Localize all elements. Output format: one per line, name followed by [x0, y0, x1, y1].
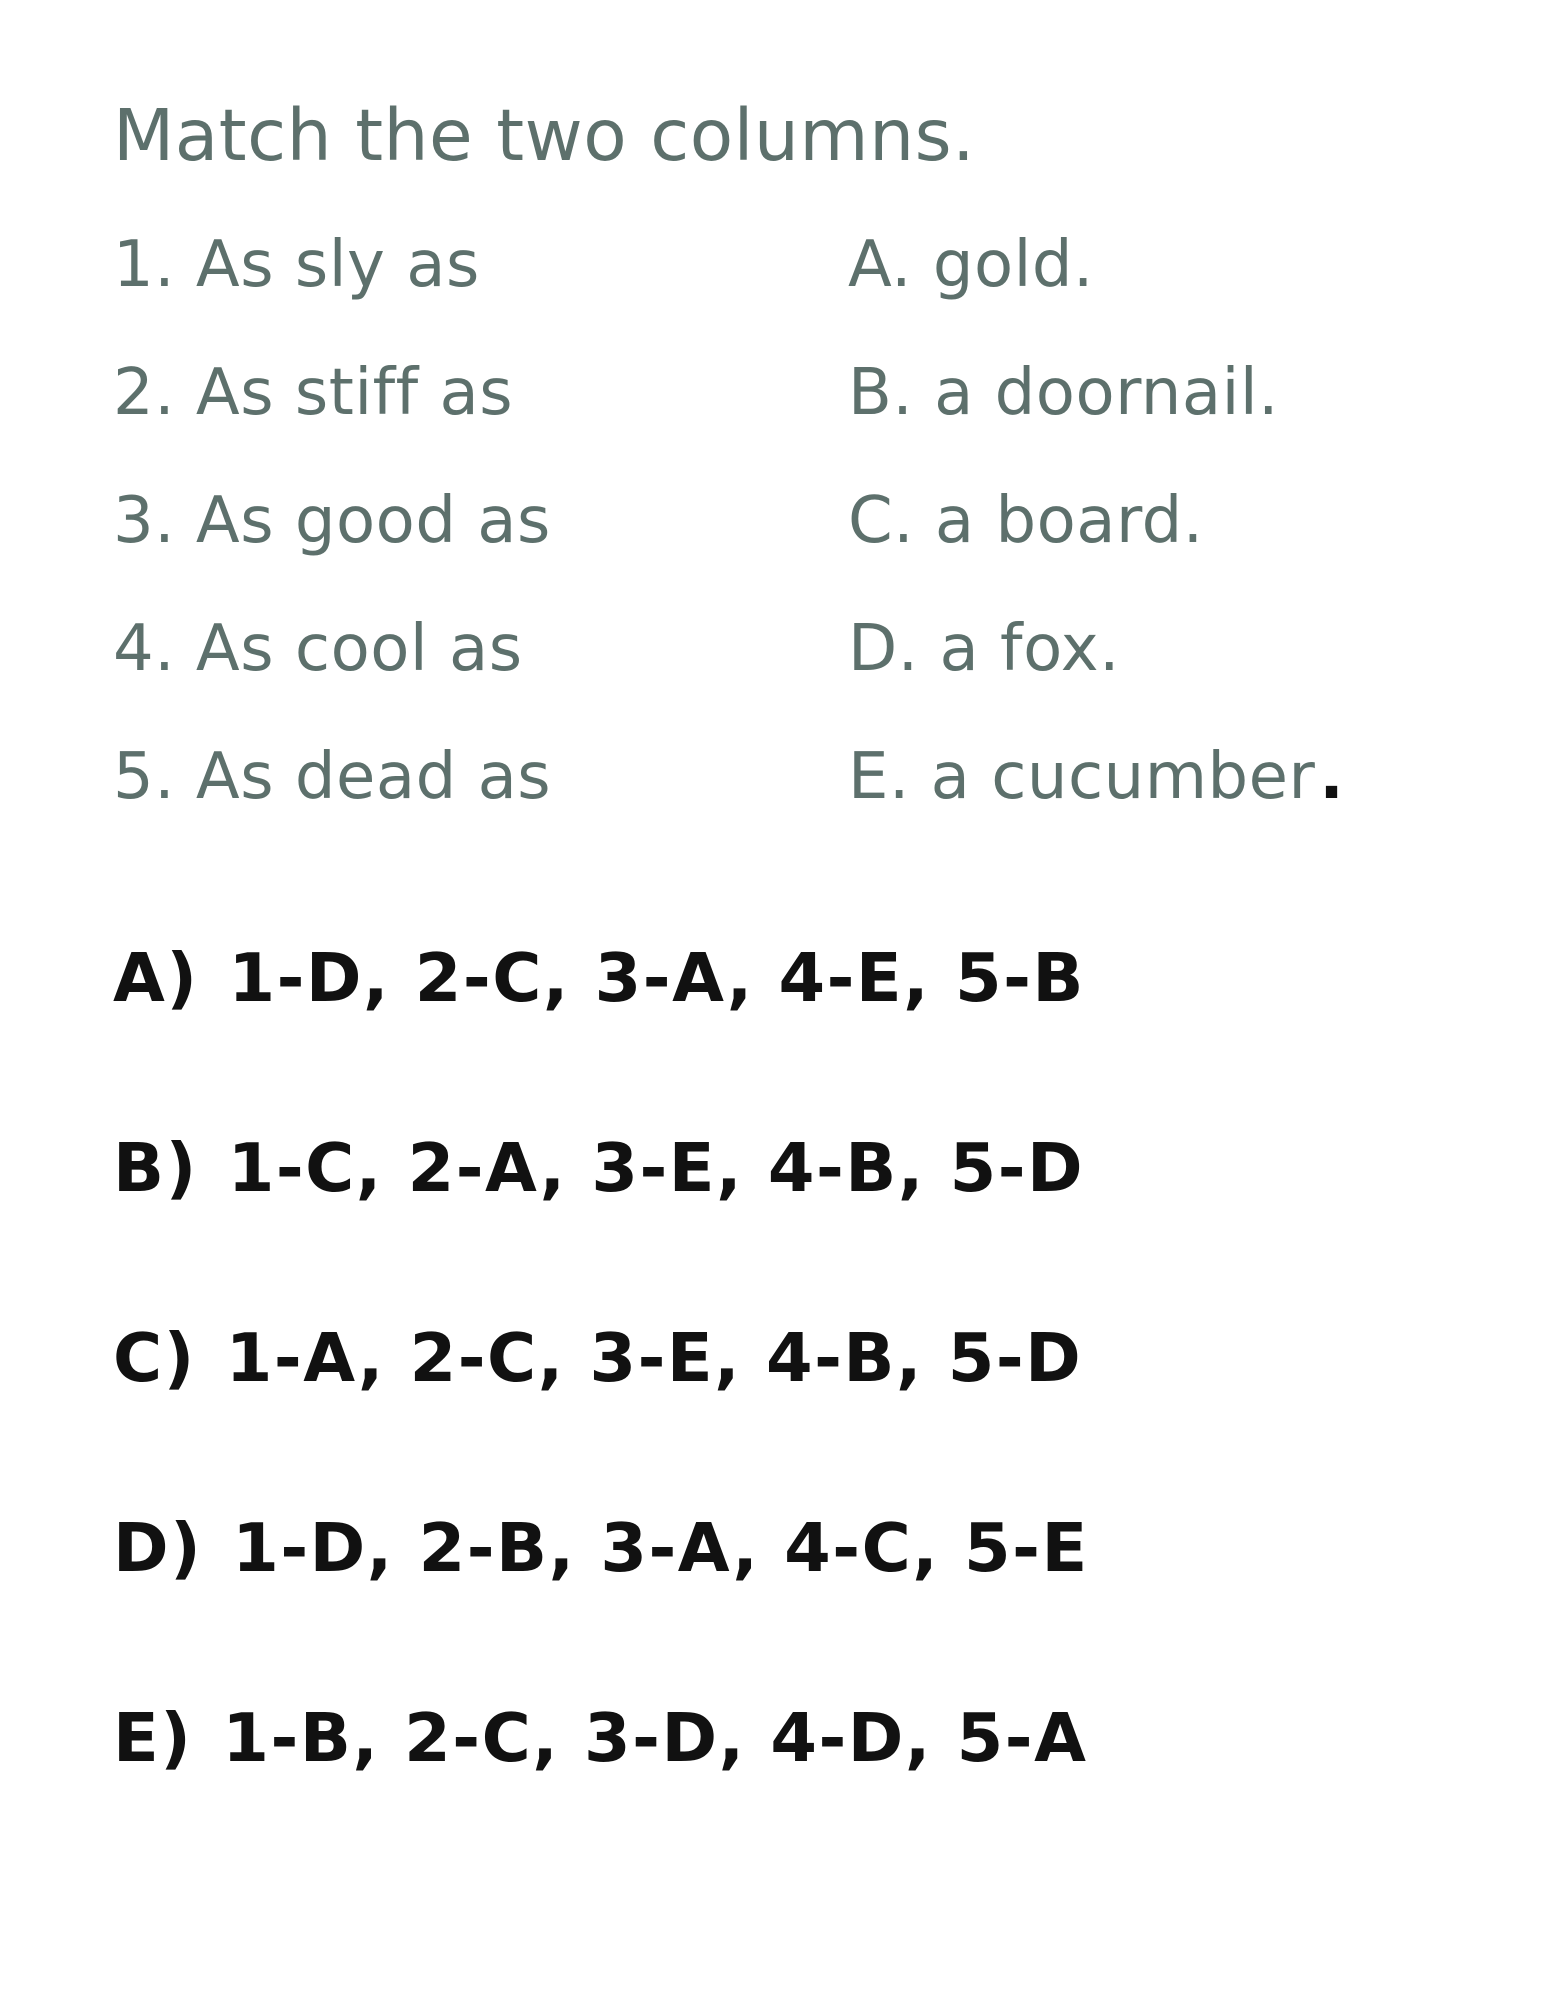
- answer-option-e-label: E): [113, 1699, 193, 1777]
- match-row-1: [113, 201, 1493, 329]
- match-left-item-3: 3. As good as: [113, 484, 551, 558]
- match-row-4: [113, 585, 1493, 713]
- match-right-item-a: A. gold.: [848, 228, 1094, 302]
- answer-option-c[interactable]: [113, 1263, 1493, 1453]
- match-row-5: [113, 713, 1493, 841]
- match-right-item-e: E. a cucumber: [848, 740, 1316, 814]
- match-row-2: [113, 329, 1493, 457]
- answer-option-d-text: 1-D, 2-B, 3-A, 4-C, 5-E: [232, 1509, 1089, 1587]
- answer-option-b-text: 1-C, 2-A, 3-E, 4-B, 5-D: [227, 1129, 1085, 1207]
- match-left-item-4: 4. As cool as: [113, 612, 523, 686]
- answer-options-list: [113, 883, 1493, 1833]
- question-prompt: Match the two columns.: [113, 94, 976, 177]
- match-right-item-d: D. a fox.: [848, 612, 1120, 686]
- answer-option-b[interactable]: [113, 1073, 1493, 1263]
- match-left-item-5: 5. As dead as: [113, 740, 552, 814]
- answer-option-d[interactable]: [113, 1453, 1493, 1643]
- answer-option-d-label: D): [113, 1509, 203, 1587]
- answer-option-e-text: 1-B, 2-C, 3-D, 4-D, 5-A: [222, 1699, 1088, 1777]
- answer-option-b-label: B): [113, 1129, 198, 1207]
- answer-option-a[interactable]: [113, 883, 1493, 1073]
- match-right-suffix-e: .: [1319, 740, 1345, 814]
- worksheet-content: [113, 94, 1493, 1833]
- answer-option-c-label: C): [113, 1319, 196, 1397]
- match-right-item-c: C. a board.: [848, 484, 1204, 558]
- matching-exercise: [113, 201, 1493, 841]
- match-left-item-2: 2. As stiff as: [113, 356, 514, 430]
- answer-option-a-label: A): [113, 939, 199, 1017]
- answer-option-a-text: 1-D, 2-C, 3-A, 4-E, 5-B: [228, 939, 1085, 1017]
- answer-option-c-text: 1-A, 2-C, 3-E, 4-B, 5-D: [225, 1319, 1083, 1397]
- answer-option-e[interactable]: [113, 1643, 1493, 1833]
- match-row-3: [113, 457, 1493, 585]
- match-right-item-b: B. a doornail.: [848, 356, 1279, 430]
- match-left-item-1: 1. As sly as: [113, 228, 480, 302]
